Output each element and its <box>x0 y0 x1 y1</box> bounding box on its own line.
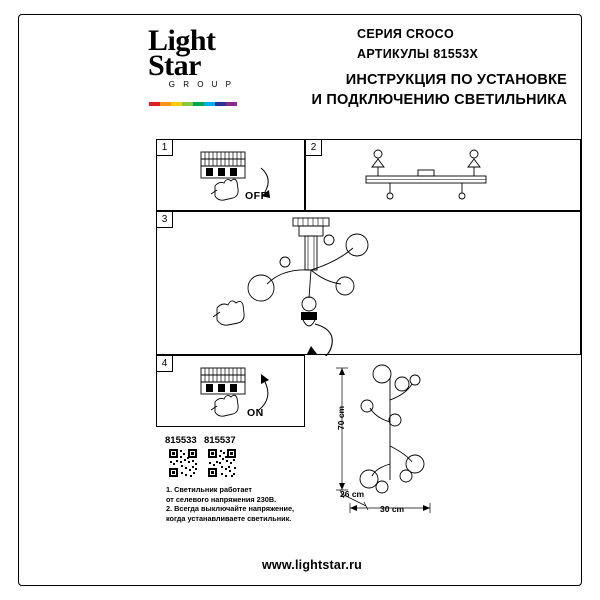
note-line-3: 2. Всегда выключайте напряжение, <box>166 504 295 514</box>
dimension-height: 70 cm <box>336 405 346 430</box>
brand-logo <box>148 24 248 110</box>
step-2-illustration <box>306 140 582 212</box>
step-1-number: 1 <box>156 139 173 156</box>
step-3-number: 3 <box>156 211 173 228</box>
step-1-label: OFF <box>245 190 268 202</box>
step-4-panel <box>156 355 305 427</box>
notes-block <box>166 485 301 523</box>
title-line-2: И ПОДКЛЮЧЕНИЮ СВЕТИЛЬНИКА <box>311 92 567 108</box>
note-line-2: от селевого напряжения 230В. <box>166 494 277 504</box>
step-3-panel <box>156 211 581 355</box>
title-line-1: ИНСТРУКЦИЯ ПО УСТАНОВКЕ <box>345 72 567 88</box>
dimension-width: 30 cm <box>380 504 405 514</box>
document-title <box>242 70 567 110</box>
code-label-2: 815537 <box>204 435 236 446</box>
qr-code-815537 <box>207 448 237 478</box>
dimension-depth: 26 cm <box>340 489 365 499</box>
series-text: СЕРИЯ CROCO <box>357 27 454 41</box>
step-1-illustration <box>157 140 306 212</box>
step-2-number: 2 <box>305 139 322 156</box>
website-link[interactable]: www.lightstar.ru <box>262 558 362 572</box>
logo-color-bars <box>149 102 237 106</box>
logo-line-1: Light <box>148 24 216 57</box>
logo-group-text: G R O U P <box>168 80 234 89</box>
note-line-1: 1. Светильник работает <box>166 485 252 494</box>
step-1-panel <box>156 139 305 211</box>
logo-line-2: Star <box>148 49 201 82</box>
note-line-4: когда устанавливаете светильник. <box>166 513 292 523</box>
qr-code-815533 <box>168 448 198 478</box>
article-text: АРТИКУЛЫ 81553X <box>357 47 479 61</box>
step-2-panel <box>305 139 581 211</box>
step-4-illustration <box>157 356 306 428</box>
step-4-number: 4 <box>156 355 173 372</box>
step-4-label: ON <box>247 407 264 419</box>
code-label-1: 815533 <box>165 435 197 446</box>
step-3-illustration <box>157 212 582 356</box>
